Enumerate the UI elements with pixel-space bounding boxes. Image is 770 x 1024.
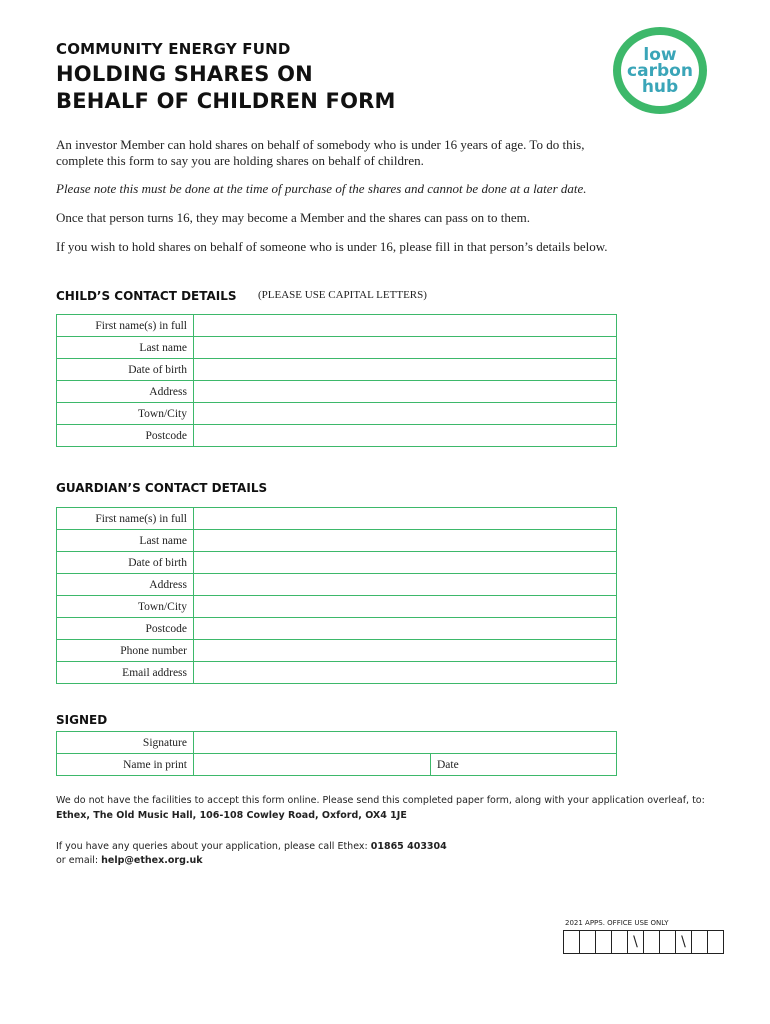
table-row — [57, 618, 617, 640]
low-carbon-hub-logo — [613, 27, 707, 114]
guardian-town-field[interactable] — [194, 596, 617, 618]
field-label: Last name — [57, 337, 194, 359]
office-box: \ — [628, 931, 644, 953]
child-details-table — [56, 314, 617, 447]
form-title — [56, 61, 396, 115]
table-row — [57, 574, 617, 596]
guardian-first-name-field[interactable] — [194, 508, 617, 530]
queries-line: If you have any queries about your application, please call Ethex: 01865 403304 — [56, 841, 447, 852]
field-label: Phone number — [57, 640, 194, 662]
child-last-name-field[interactable] — [194, 337, 617, 359]
table-row — [57, 552, 617, 574]
office-use-label: 2021 APPS. OFFICE USE ONLY — [565, 919, 669, 927]
name-in-print-field[interactable] — [194, 754, 431, 776]
field-label: Town/City — [57, 596, 194, 618]
guardian-last-name-field[interactable] — [194, 530, 617, 552]
table-row — [57, 403, 617, 425]
ethex-email[interactable]: help@ethex.org.uk — [101, 855, 203, 866]
capital-letters-note: (PLEASE USE CAPITAL LETTERS) — [258, 289, 427, 301]
table-row — [57, 640, 617, 662]
office-box — [564, 931, 580, 953]
office-box — [580, 931, 596, 953]
field-label: Town/City — [57, 403, 194, 425]
field-label: Signature — [57, 732, 194, 754]
intro-paragraph-3: Once that person turns 16, they may become a Member and the shares can pass on to them. — [56, 210, 530, 225]
table-row — [57, 754, 617, 776]
email-line: or email: help@ethex.org.uk — [56, 855, 203, 866]
send-instructions: We do not have the facilities to accept this form online. Please send this completed paper form, along with your application overleaf, to: — [56, 795, 705, 806]
guardian-email-field[interactable] — [194, 662, 617, 684]
office-box — [596, 931, 612, 953]
guardian-section-title: GUARDIAN’S CONTACT DETAILS — [56, 481, 268, 495]
field-label: Last name — [57, 530, 194, 552]
table-row — [57, 732, 617, 754]
intro-note: Please note this must be done at the time of purchase of the shares and cannot be done at a later date. — [56, 181, 587, 196]
field-label: First name(s) in full — [57, 508, 194, 530]
logo-word-low: low — [643, 44, 677, 65]
logo-word-carbon: carbon — [627, 60, 693, 81]
field-label: Date of birth — [57, 552, 194, 574]
date-label: Date — [437, 758, 459, 771]
table-row — [57, 359, 617, 381]
table-row — [57, 508, 617, 530]
child-address-field[interactable] — [194, 381, 617, 403]
child-postcode-field[interactable] — [194, 425, 617, 447]
ethex-phone: 01865 403304 — [370, 841, 447, 852]
field-label: Email address — [57, 662, 194, 684]
signature-table — [56, 731, 617, 776]
child-town-field[interactable] — [194, 403, 617, 425]
form-title-line2: BEHALF OF CHILDREN FORM — [56, 89, 396, 113]
table-row — [57, 315, 617, 337]
intro-paragraph-1: An investor Member can hold shares on behalf of somebody who is under 16 years of age. To do this, complete this form to say you are holding shares on behalf of children. — [56, 137, 585, 168]
form-title-line1: HOLDING SHARES ON — [56, 62, 313, 86]
child-first-name-field[interactable] — [194, 315, 617, 337]
ethex-address: Ethex, The Old Music Hall, 106-108 Cowley Road, Oxford, OX4 1JE — [56, 810, 407, 821]
office-use-boxes — [563, 930, 724, 954]
table-row — [57, 425, 617, 447]
table-row — [57, 662, 617, 684]
guardian-dob-field[interactable] — [194, 552, 617, 574]
office-box — [660, 931, 676, 953]
office-box — [612, 931, 628, 953]
field-label: Postcode — [57, 618, 194, 640]
field-label: First name(s) in full — [57, 315, 194, 337]
logo-word-hub: hub — [641, 76, 679, 97]
field-label: Date of birth — [57, 359, 194, 381]
table-row — [57, 337, 617, 359]
signed-section-title: SIGNED — [56, 713, 108, 727]
fund-title: COMMUNITY ENERGY FUND — [56, 40, 291, 58]
guardian-address-field[interactable] — [194, 574, 617, 596]
office-box: \ — [676, 931, 692, 953]
office-box — [692, 931, 708, 953]
intro-paragraph-4: If you wish to hold shares on behalf of someone who is under 16, please fill in that person’s details below. — [56, 239, 608, 254]
child-section-title: CHILD’S CONTACT DETAILS — [56, 289, 237, 303]
guardian-details-table — [56, 507, 617, 684]
field-label: Address — [57, 381, 194, 403]
child-dob-field[interactable] — [194, 359, 617, 381]
field-label: Postcode — [57, 425, 194, 447]
table-row — [57, 530, 617, 552]
office-box — [644, 931, 660, 953]
field-label: Address — [57, 574, 194, 596]
table-row — [57, 596, 617, 618]
signature-field[interactable] — [194, 732, 617, 754]
office-box — [708, 931, 723, 953]
table-row — [57, 381, 617, 403]
field-label: Name in print — [57, 754, 194, 776]
guardian-postcode-field[interactable] — [194, 618, 617, 640]
guardian-phone-field[interactable] — [194, 640, 617, 662]
date-field[interactable] — [431, 754, 617, 776]
